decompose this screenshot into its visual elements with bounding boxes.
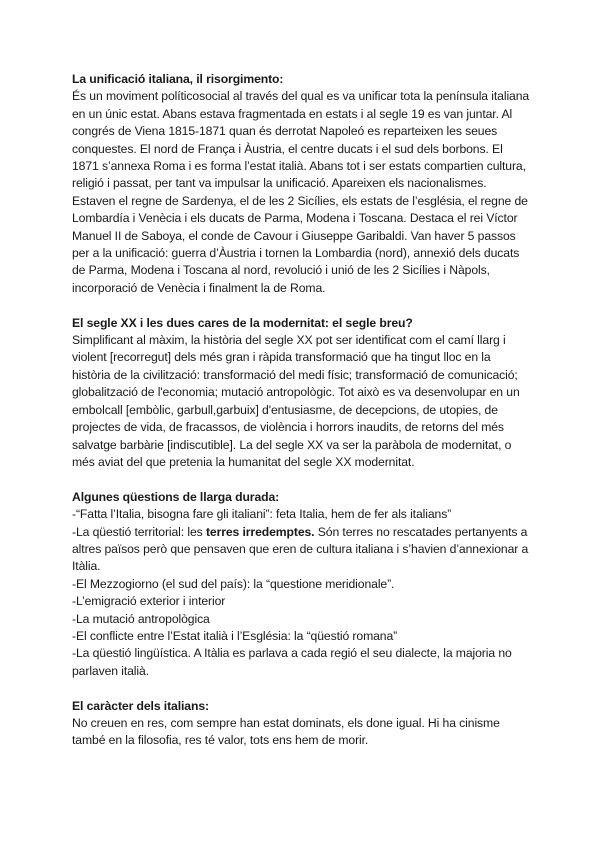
list-item-text: -La mutació antropològica	[72, 611, 210, 626]
list-item	[72, 593, 532, 610]
list-item-text: -La qüestió lingüística. A Itàlia es parlava a cada regió el seu dialecte, la majoria no parlaven italià.	[72, 646, 512, 678]
list-item	[72, 524, 532, 576]
section-heading: El segle XX i les dues cares de la modernitat: el segle breu?	[72, 315, 413, 330]
document-page	[72, 71, 532, 767]
section-segle-xx	[72, 315, 532, 472]
list-item-text: -L’emigració exterior i interior	[72, 594, 226, 609]
list-item-text-continued: Són terres no rescatades pertanyents a altres països però que pensaven que eren de cultura italiana i s’havien d’annexionar a Itàlia.	[72, 524, 529, 574]
list-item-text: -“Fatta l’Italia, bisogna fare gli italiani”: feta Italia, hem de fer als italians”	[72, 507, 452, 522]
list-item	[72, 628, 532, 645]
list-item	[72, 506, 532, 523]
section-risorgimento	[72, 71, 532, 297]
section-paragraph: Simplificant al màxim, la història del segle XX pot ser identificat com el camí llarg i violent [recorregut] dels més gran i ràpida transformació que ha tingut lloc en la història de la civilització: transformació del medi físic; transformació de comunicació; globalització de l'economia; mutació antropològic. Tot això es va desenvolupar en un embolcall [embòlic, garbull,garbuix] d'entusiasme, de decepcions, de utopies, de projectes de vida, de fracassos, de violència i horrors inaudits, de retorns del més salvatge barbàrie [indiscutible]. La del segle XX va ser la paràbola de modernitat, o més aviat del que pretenia la humanitat del segle XX modernitat.	[72, 333, 520, 469]
list-item	[72, 611, 532, 628]
list-item-text: -La qüestió territorial: les	[72, 524, 206, 539]
section-paragraph: És un moviment políticosocial al través del qual es va unificar tota la península italiana en un únic estat. Abans estava fragmentada en estats i al segle 19 es van juntar. Al congrés de Viena 1815-1871 quan és derrotat Napoleó es reparteixen les seues conquestes. El nord de França i Àustria, el centre ducats i el sud dels borbons. El 1871 s’annexa Roma i es forma l’estat italià. Abans tot i ser estats compartien cultura, religió i passat, per tant va impulsar la unificació. Apareixen els nacionalismes. Estaven el regne de Sardenya, el de les 2 Sicílies, els estats de l’església, el regne de Lombardía i Venècia i els ducats de Parma, Modena i Toscana. Destaca el rei Víctor Manuel II de Saboya, el conde de Cavour i Giuseppe Garibaldi. Van haver 5 passos per a la unificació: guerra d’Àustria i tornen la Lombardia (nord), annexió dels ducats de Parma, Modena i Toscana al nord, revolució i unió de les 2 Sicílies i Nàpols, incorporació de Venècia i finalment la de Roma.	[72, 89, 530, 295]
list-item	[72, 645, 532, 680]
section-heading: El caràcter dels italians:	[72, 698, 209, 713]
section-questions	[72, 489, 532, 680]
list-item-emphasis: terres irredemptes.	[205, 524, 315, 539]
list-item-text: -El conflicte entre l’Estat italià i l’Església: la “qüestió romana”	[72, 628, 398, 643]
list-item	[72, 576, 532, 593]
section-heading: La unificació italiana, il risorgimento:	[72, 72, 284, 86]
section-paragraph: No creuen en res, com sempre han estat dominats, els done igual. Hi ha cinisme també en la filosofia, res té valor, tots ens hem de morir.	[72, 715, 500, 748]
list-item-text: -El Mezzogiorno (el sud del país): la “questione meridionale”.	[72, 576, 395, 591]
questions-list	[72, 506, 532, 680]
section-heading: Algunes qüestions de llarga durada:	[72, 489, 280, 504]
section-character	[72, 698, 532, 750]
